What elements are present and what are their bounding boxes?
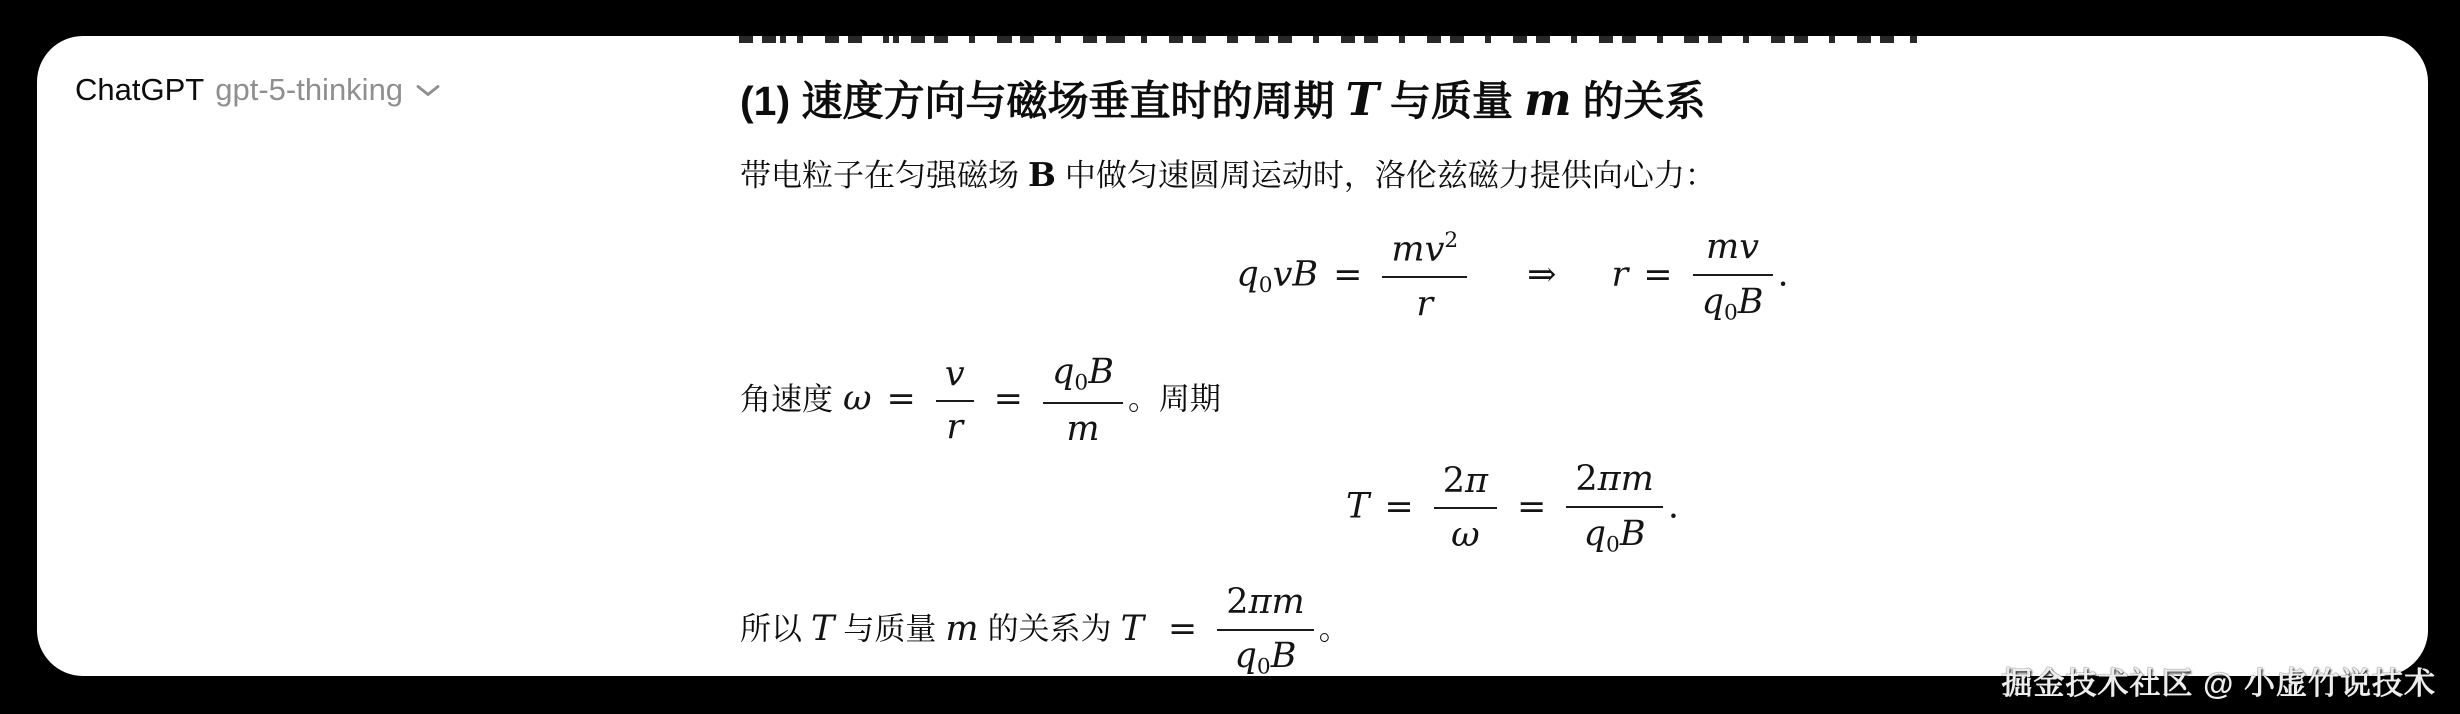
fraction xyxy=(1566,460,1663,557)
heading-text: (1) 速度方向与磁场垂直时的周期 xyxy=(740,78,1335,124)
math-token: B xyxy=(1270,635,1297,676)
intro-text: 中做匀速圆周运动时，洛伦兹磁力提供向心力： xyxy=(1064,158,1716,193)
intro-paragraph xyxy=(740,150,1716,195)
math-subscript: 0 xyxy=(1723,300,1738,326)
conclusion-line xyxy=(740,584,1350,676)
math-var-B-bold: B xyxy=(1028,155,1056,194)
math-var-m: m xyxy=(1524,73,1572,126)
cjk-text: 。 xyxy=(1318,611,1350,647)
math-token: r xyxy=(1416,284,1434,325)
math-token: vB xyxy=(1272,254,1319,295)
fraction xyxy=(1693,228,1773,325)
equals-sign: = xyxy=(1517,486,1547,527)
math-token: mv xyxy=(1706,227,1760,267)
math-subscript: 0 xyxy=(1258,273,1273,299)
math-var-m: m xyxy=(945,608,979,649)
chevron-down-icon xyxy=(415,83,441,98)
math-token-omega: ω xyxy=(843,378,872,419)
fraction xyxy=(1434,462,1497,556)
period: . xyxy=(1667,486,1679,527)
math-token: q xyxy=(1583,513,1606,554)
cjk-text: 所以 xyxy=(740,611,802,647)
math-token: mv xyxy=(1391,229,1445,270)
intro-text: 带电粒子在匀强磁场 xyxy=(740,158,1019,193)
fraction xyxy=(936,353,974,448)
cjk-text: 的关系为 xyxy=(987,611,1112,647)
math-token: q xyxy=(1236,254,1259,295)
math-token: B xyxy=(1619,513,1646,554)
chat-response-card xyxy=(37,36,2428,676)
math-number: 2 xyxy=(1575,459,1598,499)
heading-text: 的关系 xyxy=(1582,78,1706,124)
math-var-T: T xyxy=(1120,608,1144,649)
cjk-text: 。周期 xyxy=(1127,381,1221,417)
equals-sign: = xyxy=(1384,486,1414,527)
cjk-text: 与质量 xyxy=(843,611,937,647)
period: . xyxy=(1777,254,1789,295)
equals-sign: = xyxy=(886,378,916,419)
math-token-omega: ω xyxy=(1451,515,1480,556)
math-subscript: 0 xyxy=(1606,532,1620,558)
heading-text: 与质量 xyxy=(1390,78,1513,124)
equals-sign: = xyxy=(1167,608,1198,649)
clipped-text-remnant xyxy=(739,36,1917,43)
equals-sign: = xyxy=(1643,254,1673,295)
math-token: m xyxy=(1620,459,1654,499)
math-token-pi: π xyxy=(1464,460,1488,501)
math-token: m xyxy=(1271,582,1305,622)
fraction xyxy=(1382,229,1467,324)
implies-arrow: ⇒ xyxy=(1527,254,1557,295)
math-number: 2 xyxy=(1226,582,1249,622)
math-var-T: T xyxy=(1345,73,1379,126)
math-token-pi: π xyxy=(1248,582,1272,622)
math-var-T: T xyxy=(811,608,835,649)
math-token: q xyxy=(1051,352,1075,392)
math-token: v xyxy=(944,353,965,394)
math-number: 2 xyxy=(1442,460,1465,501)
brand-label: ChatGPT xyxy=(75,72,205,107)
equation-period xyxy=(740,460,2285,557)
model-label: gpt-5-thinking xyxy=(215,72,404,107)
math-token: m xyxy=(1066,408,1100,449)
watermark: 掘金技术社区 @ 小虚竹说技术 xyxy=(2001,666,2436,701)
answer-heading xyxy=(740,68,1706,127)
math-token: r xyxy=(1611,254,1629,295)
math-token-pi: π xyxy=(1597,459,1621,499)
equals-sign: = xyxy=(1333,254,1363,295)
equation-centripetal-force xyxy=(740,228,2285,325)
math-token: r xyxy=(946,407,964,448)
cjk-text: 角速度 xyxy=(740,381,833,417)
math-token: B xyxy=(1088,352,1114,392)
math-token: q xyxy=(1701,281,1724,322)
equals-sign: = xyxy=(993,378,1023,419)
angular-velocity-line xyxy=(740,354,1221,449)
model-selector[interactable] xyxy=(75,70,441,110)
math-token: q xyxy=(1234,635,1257,676)
math-superscript: 2 xyxy=(1444,227,1459,253)
fraction xyxy=(1217,584,1314,676)
fraction xyxy=(1043,354,1123,449)
math-subscript: 0 xyxy=(1074,370,1089,396)
math-token-T: T xyxy=(1346,486,1370,527)
math-token: B xyxy=(1737,281,1764,322)
math-subscript: 0 xyxy=(1256,654,1271,676)
